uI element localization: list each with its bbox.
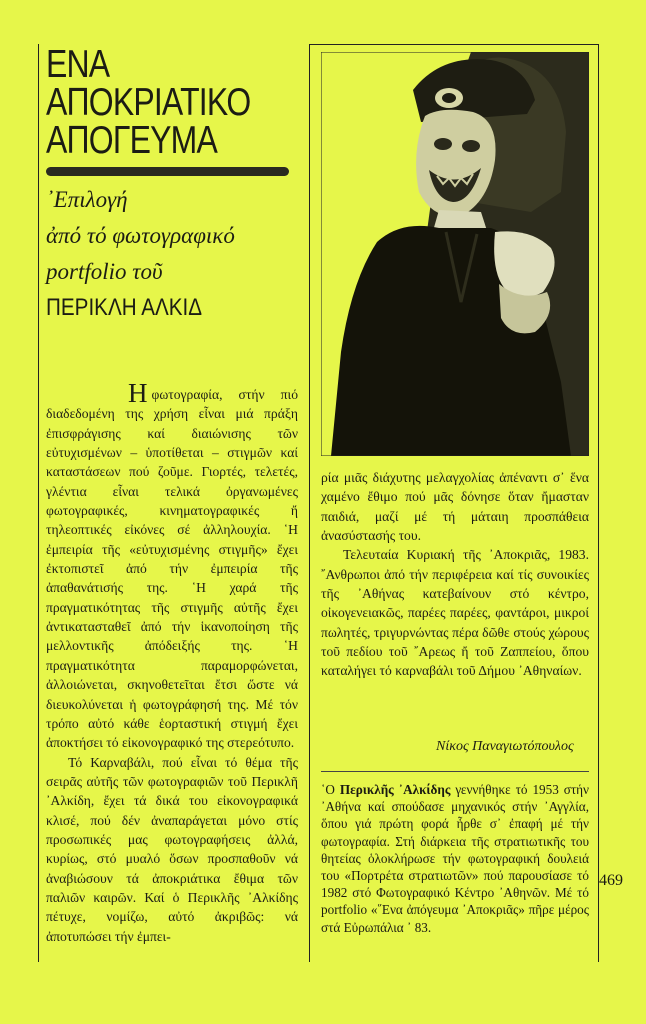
paragraph-intro: [46, 378, 298, 753]
title-line: ΑΠΟΓΕΥΜΑ: [46, 119, 217, 162]
subtitle-line: portfolio τοῦ: [46, 259, 163, 284]
paragraph-carnival: Τό Καρναβάλι, πού εἶναι τό θέμα τῆς σειρᾶς αὐτῆς τῶν φωτογραφιῶν τοῦ Περικλῆ ᾿Αλκίδη, ἔχει τά δικά του εἰκονογραφικά κλισέ, πού δέν ἀναπαράγεται μόνο στίς προσωπικές μας φωτογραφήσεις ἀλλά, κυρίως, στό μυαλό ὅσων προσπαθοῦν νά ἀναβιώσουν τά ἀποκριάτικα ἔθιμα τῶν παλιῶν καιρῶν. Καί ὁ Περικλῆς ᾿Αλκίδης πέτυχε, νομίζω, αὐτό ἀκριβῶς: νά ἀποτυπώσει τήν ἐμπει-: [46, 754, 298, 944]
subtitle-line: ᾿Επιλογή: [46, 187, 128, 212]
page-number: 469: [599, 872, 623, 889]
drop-cap: Η: [128, 378, 148, 408]
title-underline-bar: [46, 167, 289, 176]
title-line: ΑΠΟΚΡΙΑΤΙΚΟ: [46, 81, 251, 124]
masked-figure-photo: [321, 52, 589, 456]
bio-separator-rule: [321, 771, 589, 772]
author-signature: Νίκος Παναγιωτόπουλος: [436, 739, 574, 754]
bio-intro: ῾Ο: [321, 782, 335, 797]
paragraph-carnival-continued: ρία μιᾶς διάχυτης μελαγχολίας ἀπέναντι σ᾿ ἕνα χαμένο ἔθιμο πού μᾶς δόνησε ὅταν ἤμασταν παιδιά, μαζί μέ τή μάταιη προσπάθεια ἀνασύστασής του.: [321, 470, 589, 544]
left-column-rule: [38, 44, 39, 962]
left-text-column: [46, 378, 298, 946]
title-line: ΕΝΑ: [46, 43, 110, 86]
right-text-column: [321, 468, 589, 681]
subtitle-line: ἀπό τό φωτογραφικό: [46, 223, 235, 248]
photographer-name: ΠΕΡΙΚΛΗ ΑΛΚΙΔ: [46, 294, 203, 321]
article-title: [46, 43, 251, 162]
right-column-rule: [598, 44, 599, 962]
center-column-rule: [309, 44, 310, 962]
bio-name: Περικλῆς ᾿Αλκίδης: [339, 782, 451, 797]
paragraph-last-sunday: Τελευταία Κυριακή τῆς ᾿Αποκριᾶς, 1983. ῎Ανθρωποι ἀπό τήν περιφέρεια καί τίς συνοικίες τῆς ᾿Αθήνας κατεβαίνουν στό κέντρο, οἰκογενειακῶς, παρέες παρέες, φαντάροι, μικροί πωλητές, τριγυρνώντας πέρα δῶθε στούς χώρους τοῦ πεδίου τοῦ ῎Αρεως ἤ τοῦ Ζαππείου, ὅπου καταλήγει τό καρναβάλι τοῦ Δήμου ᾿Αθηναίων.: [321, 547, 589, 679]
photographer-bio: [321, 781, 589, 936]
bio-text: γεννήθηκε τό 1953 στήν ᾿Αθήνα καί σπούδασε μηχανικός στήν ᾿Αγγλία, ὅπου γιά πρώτη φορά ἦρθε σ᾿ ἐπαφή μέ τήν φωτογραφία. Στή διάρκεια τῆς στρατιωτικῆς του θητείας ὁλοκλήρωσε τήν φωτογραφική δουλειά του «Πορτρέτα στρατιωτῶν» πού παρουσίασε τό 1982 στό Φωτογραφικό Κέντρο ᾿Αθηνῶν. Μέ τό portfolio «῞Ενα ἀπόγευμα ᾿Αποκριᾶς» πῆρε μέρος στά Εὐρωπάλια ᾿ 83.: [321, 782, 590, 935]
paragraph-intro-text: φωτογραφία, στήν πιό διαδεδομένη της χρήση εἶναι μιά πράξη ἐπισφράγισης καί διαιώνισης τῶν εὐτυχισμένων – ὑποτίθεται – στιγμῶν καί καταστάσεων πού ζοῦμε. Γιορτές, τελετές, γλέντια εἶναι τελικά ὀργανωμένες φωτογραφικές, κινηματογραφικές ἤ τηλεοπτικές εἰκόνες σέ ἀλληλουχία. ῾Η ἐμπειρία τῆς «εὐτυχισμένης στιγμῆς» ἔχει ἐκτοπιστεῖ ἀπό τήν ἐμπειρία τῆς ἀπαθανάτισής της. ῾Η χαρά τῆς πραγματικότητας τῆς στιγμῆς αὐτῆς ἔχει ἀντικατασταθεῖ ἀπό τήν ἱκανοποίηση τῆς μελλοντικῆς ἀπόδειξής της. ῾Η πραγματικότητα παραμορφώνεται, ἀλλοιώνεται, σκηνοθετεῖται ἔτσι ὥστε νά διευκολύνεται ἡ φωτογράφησή της. Μέ τόν τρόπο αὐτό κάθε ἑορταστική στιγμή ἔχει ἀποκτήσει τό εἰκονογραφικό της στερεότυπο.: [46, 387, 298, 751]
article-subtitle: [46, 182, 296, 326]
top-right-rule: [309, 44, 599, 45]
photo-illustration: [321, 52, 589, 456]
